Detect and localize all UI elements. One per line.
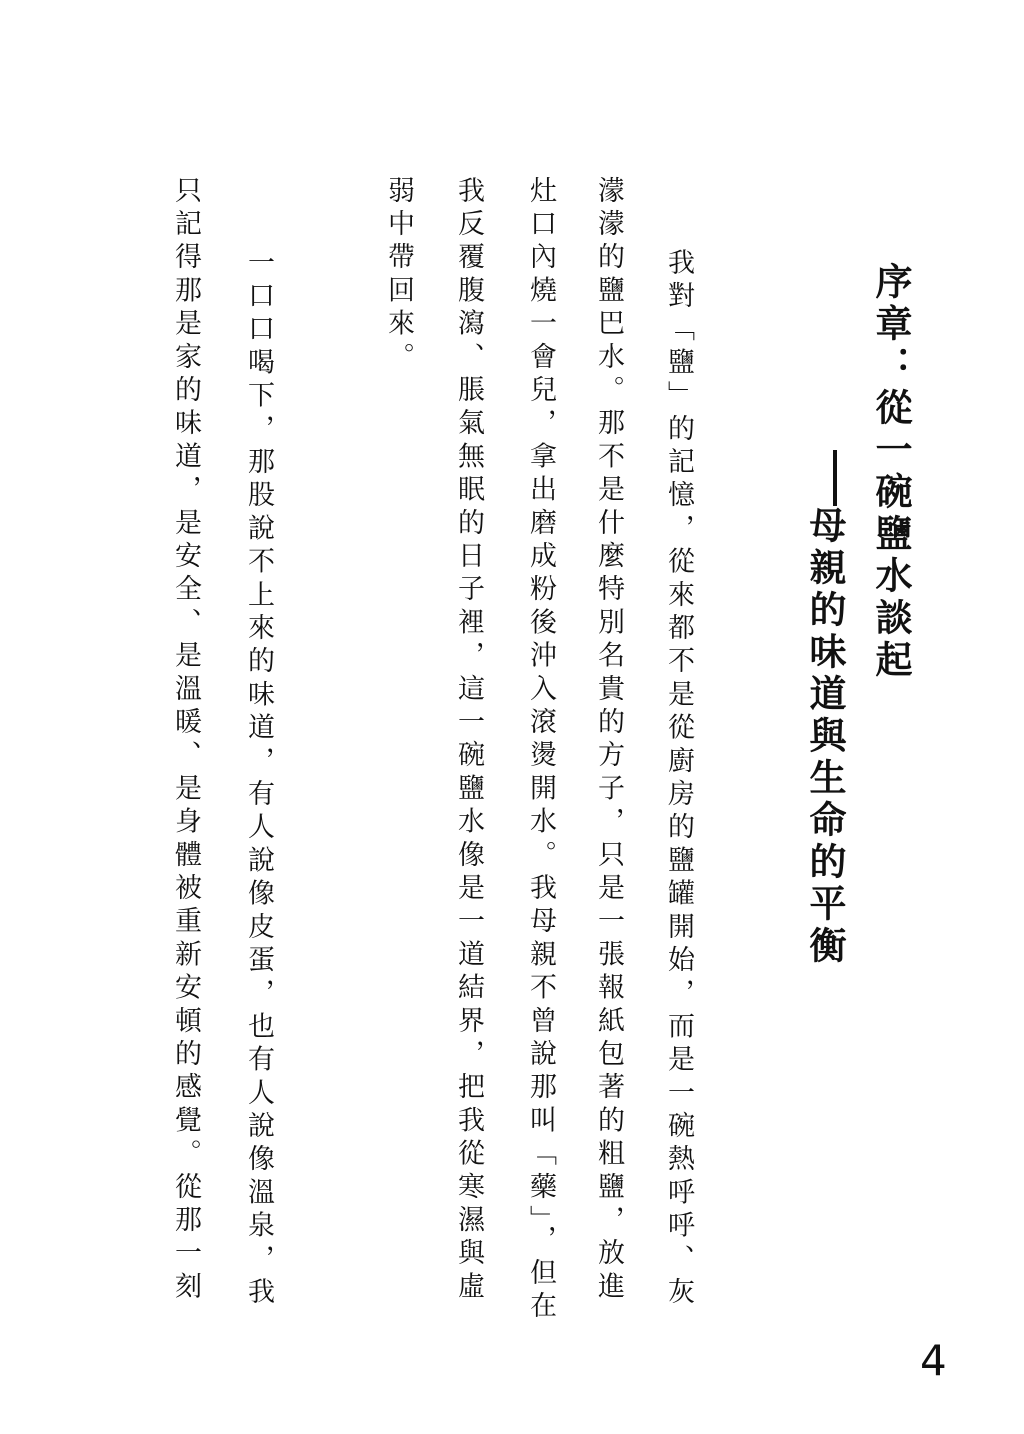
body-line-3: 灶口內燒一會兒，拿出磨成粉後沖入滾燙開水。我母親不曾說那叫「藥」，但在 xyxy=(525,176,556,1325)
body-line-4: 我反覆腹瀉、脹氣無眠的日子裡，這一碗鹽水像是一道結界，把我從寒濕與虛 xyxy=(453,176,484,1305)
body-line-6: 一口口喝下，那股說不上來的味道，有人說像皮蛋，也有人說像溫泉，我 xyxy=(243,248,274,1311)
body-line-7: 只記得那是家的味道，是安全、是溫暖、是身體被重新安頓的感覺。從那一刻 xyxy=(170,176,201,1305)
chapter-title: 序章：從一碗鹽水談起 xyxy=(869,262,912,682)
body-line-1: 我對「鹽」的記憶，從來都不是從廚房的鹽罐開始，而是一碗熱呼呼、灰 xyxy=(663,248,694,1311)
chapter-subtitle xyxy=(803,450,846,968)
body-line-2: 濛濛的鹽巴水。那不是什麼特別名貴的方子，只是一張報紙包著的粗鹽，放進 xyxy=(593,176,624,1305)
chapter-subtitle-text: 母親的味道與生命的平衡 xyxy=(803,506,846,968)
page-number: 4 xyxy=(920,1336,947,1385)
body-line-5: 弱中帶回來。 xyxy=(383,176,414,376)
em-dash-decoration xyxy=(833,450,837,506)
